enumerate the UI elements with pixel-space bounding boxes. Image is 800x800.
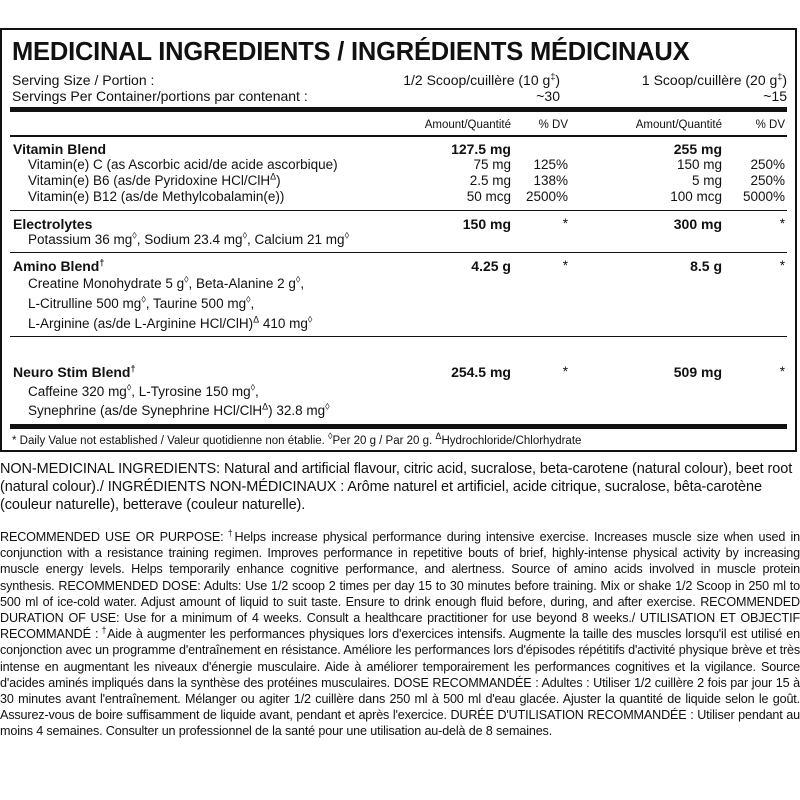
footnote: * Daily Value not established / Valeur quotidienne non établie. ◊Per 20 g / Par 20 g. $^\Delta$Hydrochloride/Chlorhydrate — [12, 431, 582, 447]
vitamin-blend-label: Vitamin Blend — [13, 141, 107, 157]
vitamin-blend-amount-half: 127.5 mg — [451, 141, 511, 157]
vitamin-blend-amount-full: 255 mg — [673, 141, 722, 157]
electrolytes-label: Electrolytes — [13, 216, 93, 232]
vitamin-b12-amount-half: 50 mcg — [466, 189, 511, 204]
amino-blend-amount-half: 4.25 g — [471, 258, 511, 274]
thick-divider — [10, 107, 787, 112]
non-medicinal-label-fr: INGRÉDIENTS NON-MÉDICINAUX : — [107, 479, 345, 495]
header-divider — [10, 135, 787, 137]
non-medicinal-label-en: NON-MEDICINAL INGREDIENTS: — [0, 461, 221, 477]
vitamin-b12-dv-half: 2500% — [525, 189, 568, 204]
amino-blend-dv-half: * — [562, 258, 568, 273]
amino-blend-line-1: Creatine Monohydrate 5 g◊, Beta-Alanine 2 g◊, — [28, 274, 305, 291]
vitamin-c-amount-full: 150 mg — [676, 157, 722, 172]
duree-utilisation-label: DURÉE D'UTILISATION RECOMMANDÉE : — [450, 708, 694, 723]
servings-per-container-label: Servings Per Container/portions par contenant : — [12, 88, 308, 104]
vitamin-c-name: Vitamin(e) C (as Ascorbic acid/de acide ascorbique) — [28, 157, 338, 172]
amino-blend-line-2: L-Citrulline 500 mg◊, Taurine 500 mg◊, — [28, 294, 255, 311]
recommended-dose-label: RECOMMENDED DOSE: — [58, 578, 201, 593]
neuro-stim-amount-full: 509 mg — [673, 364, 722, 380]
neuro-stim-amount-half: 254.5 mg — [451, 364, 511, 380]
col-amount-full: Amount/Quantité — [635, 119, 722, 131]
row-divider — [10, 210, 787, 211]
vitamin-b6-dv-full: 250% — [750, 173, 785, 188]
vitamin-c-dv-half: 125% — [533, 157, 568, 172]
electrolytes-dv-full: * — [779, 216, 785, 231]
dose-recommandee-label: DOSE RECOMMANDÉE : — [393, 675, 539, 690]
amino-blend-dv-full: * — [779, 258, 785, 273]
neuro-stim-line-1: Caffeine 320 mg◊, L-Tyrosine 150 mg◊, — [28, 382, 259, 399]
vitamin-b12-amount-full: 100 mcg — [670, 189, 722, 204]
recommended-duration-label: RECOMMENDED DURATION OF USE: — [0, 594, 800, 626]
neuro-stim-blend-label: Neuro Stim Blend† — [13, 363, 136, 380]
amino-blend-line-3: L-Arginine (as/de L-Arginine HCl/ClH)$^\Delta$ 410 mg◊ — [28, 314, 313, 331]
vitamin-c-amount-half: 75 mg — [473, 157, 511, 172]
vitamin-b12-name: Vitamin(e) B12 (as/de Methylcobalamin(e)) — [28, 189, 285, 204]
row-divider — [10, 252, 787, 253]
neuro-stim-line-2: Synephrine (as/de Synephrine HCl/ClH$^\Delta$) 32.8 mg◊ — [28, 401, 330, 418]
electrolytes-dv-half: * — [562, 216, 568, 231]
usage-directions: RECOMMENDED USE OR PURPOSE: †Helps increase physical performance during intensive exercise. Increases muscle size when used in conjunction with a resistance training regimen. Improves performance in repetitive bouts of brief, highly-intense physical activity by increasing muscle energy levels. Helps temporarily enhance cognitive performance, and alertness. Source of amino acids involved in muscle protein synthesis. RECOMMENDED DOSE: Adults: Use 1/2 scoop 2 times per day 15 to 30 minutes before training. Mix or shake 1/2 Scoop in 250 ml to 500 ml of ice-cold water. Adjust amount of liquid to suit taste. Ensure to drink enough fluid before, during, and after exercise. RECOMMENDED DURATION OF USE: Use for a minimum of 4 weeks. Consult a healthcare practitioner for use beyond 8 weeks./ UTILISATION ET OBJECTIF RECOMMANDÉ : †Aide à augmenter les performances physiques lors d'exercices intensifs. Augmente la taille des muscles lorsqu'il est utilisé en conjonction avec un programme d'entraînement en résistance. Améliore les performances lors d'épisodes répétitifs d'activité physique brève et très intense en augmentant les niveaux d'énergie musculaire. Aide à améliorer temporairement les performances cognitives et la vigilance. Source d'acides aminés impliqués dans la synthèse des protéines musculaires. DOSE RECOMMANDÉE : Adultes : Utiliser 1/2 cuillère 2 fois par jour 15 à 30 minutes avant l'entraînement. Mélanger ou agiter 1/2 cuillère dans 250 ml à 500 ml d'eau glacée. Ajuster la quantité de liquide selon le goût. Assurez-vous de boire suffisamment de liquide avant, pendant et après l'exercice. DURÉE D'UTILISATION RECOMMANDÉE : Utiliser pendant au moins 4 semaines. Consulter un professionnel de la santé pour une utilisation au-delà de 8 semaines. — [0, 527, 800, 739]
recommended-use-label: RECOMMENDED USE OR PURPOSE: — [0, 530, 224, 544]
serving-size-label: Serving Size / Portion : — [12, 72, 155, 88]
electrolytes-detail: Potassium 36 mg◊, Sodium 23.4 mg◊, Calcium 21 mg◊ — [28, 230, 350, 247]
amino-blend-amount-full: 8.5 g — [690, 258, 722, 274]
servings-full: ~15 — [763, 88, 787, 104]
vitamin-c-dv-full: 250% — [750, 157, 785, 172]
col-dv-half: % DV — [538, 119, 568, 131]
thick-divider — [10, 424, 787, 429]
utilisation-recommande-label: UTILISATION ET OBJECTIF RECOMMANDÉ : — [0, 611, 800, 642]
vitamin-b6-amount-full: 5 mg — [691, 173, 722, 188]
vitamin-b6-amount-half: 2.5 mg — [469, 173, 511, 188]
vitamin-b6-name: Vitamin(e) B6 (as/de Pyridoxine HCl/ClH$^\Delta$) — [28, 171, 281, 188]
non-medicinal-ingredients: NON-MEDICINAL INGREDIENTS: Natural and artificial flavour, citric acid, sucralose, beta-carotene (natural colour), beet root (natural colour)./ INGRÉDIENTS NON-MÉDICINAUX : Arôme naturel et artificiel, acide citrique, sucralose, bêta-carotène (couleur naturelle), betterave (couleur naturelle). — [0, 461, 793, 513]
vitamin-b6-dv-half: 138% — [533, 173, 568, 188]
neuro-stim-dv-full: * — [779, 364, 785, 379]
electrolytes-amount-half: 150 mg — [462, 216, 511, 232]
vitamin-b12-dv-full: 5000% — [742, 189, 785, 204]
col-amount-half: Amount/Quantité — [424, 119, 511, 131]
serving-size-half: 1/2 Scoop/cuillère (10 g‡) — [403, 71, 560, 88]
medicinal-ingredients-panel — [0, 28, 797, 452]
panel-title: MEDICINAL INGREDIENTS / INGRÉDIENTS MÉDICINAUX — [12, 38, 690, 66]
neuro-stim-dv-half: * — [562, 364, 568, 379]
serving-size-full: 1 Scoop/cuillère (20 g‡) — [641, 71, 787, 88]
row-divider — [10, 336, 787, 337]
col-dv-full: % DV — [755, 119, 785, 131]
servings-half: ~30 — [536, 88, 560, 104]
electrolytes-amount-full: 300 mg — [673, 216, 722, 232]
amino-blend-label: Amino Blend† — [13, 257, 105, 274]
